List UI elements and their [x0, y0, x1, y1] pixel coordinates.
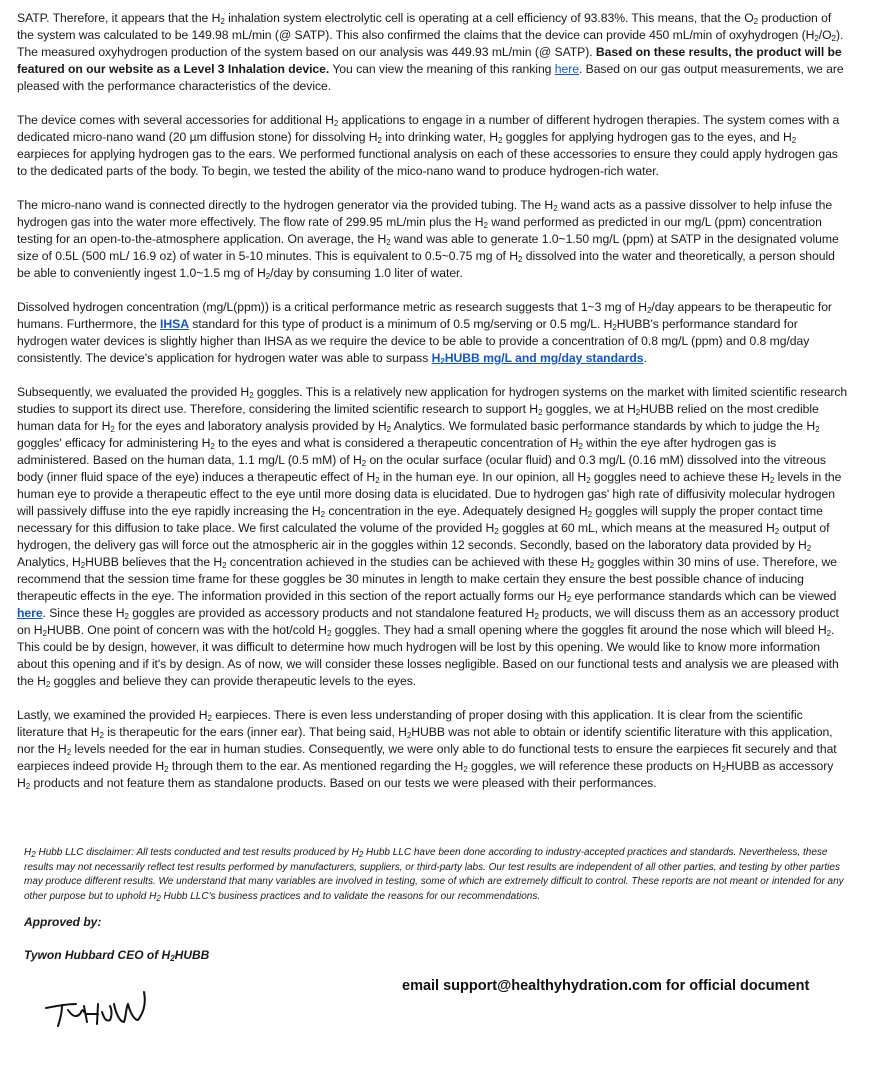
h2hubb-standards-link[interactable] [432, 351, 644, 365]
subscript: 2 [124, 612, 129, 621]
text: goggles are provided as accessory products and not standalone featured H [128, 606, 535, 620]
eye-standards-link[interactable]: here [17, 606, 43, 620]
subscript: 2 [80, 561, 86, 570]
text: wand acts as a passive dissolver to help infuse the hydrogen gas into the water more effectively. The flow rate of 299.95 mL/min plus the H [17, 198, 833, 229]
subscript: 2 [806, 544, 812, 553]
text: Tywon Hubbard CEO of H [24, 948, 171, 962]
text: products and not feature them as standalone products. Based on our tests we were pleased with their performances. [30, 776, 657, 790]
text: into drinking water, H [381, 130, 498, 144]
subscript: 2 [815, 425, 820, 434]
text: Analytics. We formulated basic performance standards by which to judge the H [391, 419, 816, 433]
text: Analytics, H [17, 555, 81, 569]
text: goggles and believe they can provide therapeutic levels to the eyes. [50, 674, 417, 688]
text: HUBB as accessory H [17, 759, 834, 790]
text: wand was able to generate 1.0~1.50 mg/L (ppm) at SATP in the designated volume size of 0.5L (500 mL/ 16.9 oz) of water in 5-10 minutes. This is equivalent to 0.5~0.75 mg of H [17, 232, 839, 263]
text: HUBB was not able to obtain or identify scientific literature with this application, nor the H [17, 725, 833, 756]
subscript: 2 [333, 119, 339, 128]
text: goggles' efficacy for administering H [17, 436, 211, 450]
subscript: 2 [646, 306, 652, 315]
text: The micro-nano wand is connected directly to the hydrogen generator via the provided tubing. The H [17, 198, 554, 212]
text: goggles. This is a relatively new application for hydrogen systems on the market with limited scientific research studies to support its direct use. Therefore, considering the limited scientific research to support H [17, 385, 848, 416]
text: The device comes with several accessories for additional H [17, 113, 334, 127]
text: to the eyes and what is considered a therapeutic concentration of H [214, 436, 579, 450]
text: /day by consuming 1.0 liter of water. [270, 266, 463, 280]
handwritten-signature [40, 978, 160, 1030]
subscript: 2 [156, 893, 161, 903]
text: levels needed for the ear in human studies. Consequently, we were only able to do functional tests to ensure the earpieces fit securely and that earpieces indeed provide H [17, 742, 837, 773]
text: applications to engage in a number of different hydrogen therapies. The system comes with a dedicated micro-nano wand (20 µm diffusion stone) for dissolving H [17, 113, 840, 144]
text: Subsequently, we evaluated the provided H [17, 385, 250, 399]
subscript: 2 [358, 850, 364, 859]
text: /day appears to be therapeutic for humans. Furthermore, the [17, 300, 832, 331]
subscript: 2 [164, 765, 169, 774]
subscript: 2 [99, 731, 104, 740]
subscript: 2 [361, 459, 367, 468]
subscript: 2 [769, 476, 775, 485]
subscript: 2 [566, 595, 572, 604]
text: for the eyes and laboratory analysis provided by H [114, 419, 387, 433]
subscript: 2 [753, 17, 759, 26]
subscript: 2 [587, 510, 592, 519]
text: . Based on our gas output measurements, we are pleased with the performance characteristics of the device. [17, 62, 844, 93]
paragraph-earpieces [17, 707, 849, 792]
ranking-link[interactable]: here [554, 62, 579, 76]
text: concentration in the eye. Adequately designed H [325, 504, 588, 518]
subscript: 2 [45, 680, 51, 689]
text: . [643, 351, 647, 365]
text: HUBB [174, 948, 210, 962]
subscript: 2 [42, 629, 47, 638]
text: through them to the ear. As mentioned regarding the H [168, 759, 464, 773]
subscript: 2 [814, 34, 819, 43]
level-3-statement: Based on these results, the product will be featured on our website as a Level 3 Inhalation device. [17, 45, 842, 76]
subscript: 2 [589, 561, 595, 570]
text: dissolved into the water and theoretically, a person should be able to conveniently ingest 1.0~1.5 mg of H [17, 249, 835, 280]
subscript: 2 [612, 323, 617, 332]
text: goggles. They had a small opening where the goggles fit around the nose which will bleed H [331, 623, 827, 637]
approved-by-label: Approved by: [24, 915, 102, 929]
subscript: 2 [265, 272, 271, 281]
subscript: 2 [207, 714, 212, 723]
subscript: 2 [377, 136, 382, 145]
subscript: 2 [220, 17, 225, 26]
text: wand performed as predicted in our mg/L (ppm) concentration testing for an open-to-the-atmosphere application. On average, the H [17, 215, 822, 246]
text: in the human eye. In our opinion, all H [379, 470, 587, 484]
paragraph-inhalation-results [17, 10, 849, 95]
subscript: 2 [25, 782, 31, 791]
subscript: 2 [386, 425, 392, 434]
text: ). The measured oxyhydrogen production of the system based on our analysis was 449.93 mL/min (@ SATP). [17, 28, 844, 59]
subscript: 2 [791, 136, 797, 145]
subscript: 2 [534, 612, 539, 621]
text: goggles at 60 mL, which means at the measured H [498, 521, 775, 535]
text: HUBB. One point of concern was with the hot/cold H [46, 623, 327, 637]
text: H [24, 847, 32, 858]
subscript: 2 [538, 408, 543, 417]
subscript: 2 [110, 425, 115, 434]
text: is therapeutic for the ears (inner ear). That being said, H [103, 725, 407, 739]
paragraph-dissolved-hydrogen [17, 299, 849, 367]
subscript: 2 [497, 136, 503, 145]
text: levels in the human eye to provide a therapeutic effect to the eye until more dosing data is elucidated. Due to hydrogen gas' high rate of diffusivity molecular hydrogen will passively diffuse into the eye rapidly increasing the H [17, 470, 842, 518]
subscript: 2 [578, 442, 583, 451]
text: products, we will discuss them as an accessory product on H [17, 606, 839, 637]
text: earpieces for applying hydrogen gas to the ears. We performed functional analysis on each of these accessories to ensure they could apply hydrogen gas to the dedicated parts of the body. To begin, we tested the ability of the mico-nano wand to produce hydrogen-rich water. [17, 147, 838, 178]
text: within the eye after hydrogen gas is administered. Based on the human data, 1.1 mg/L (0.5 mM) of H [17, 436, 777, 467]
subscript: 2 [553, 204, 558, 213]
paragraph-wand [17, 197, 849, 282]
paragraph-accessories [17, 112, 849, 180]
subscript: 2 [31, 850, 36, 859]
text: HUBB's performance standard for hydrogen water devices is slightly higher than IHSA as we require the device to be able to provide a concentration of 0.8 mg/L (ppm) and 0.8 mg/day consistently. The device's application for hydrogen water was able to surpass [17, 317, 810, 365]
text: goggles, we at H [542, 402, 636, 416]
report-body [17, 10, 849, 809]
subscript: 2 [375, 476, 380, 485]
subscript: 2 [831, 34, 836, 43]
text: goggles within 30 mins of use. Therefore, we recommend that the session time frame for these goggles be 30 minutes in length to make certain they ensure the best possible chance of inducing therapeutic effects in the eye. The information provided in this section of the report actually forms our H [17, 555, 837, 603]
text: . This could be by design, however, it was difficult to determine how much hydrogen will be lost by this opening. We would like to know more information about this opening and if it's by design. As of now, we will consider these losses negligible. Based on our functional tests and analysis we are pleased with the H [17, 623, 839, 688]
text: standard for this type of product is a minimum of 0.5 mg/serving or 0.5 mg/L. H [188, 317, 613, 331]
text: . Since these H [42, 606, 125, 620]
text: goggles for applying hydrogen gas to the eyes, and H [502, 130, 792, 144]
subscript: 2 [494, 527, 499, 536]
subscript: 2 [635, 408, 641, 417]
subscript: 2 [326, 629, 332, 638]
text: on the ocular surface (ocular fluid) and 0.3 mg/L (0.16 mM) dissolved into the vitreous body (inner fluid space of the eye) induces a therapeutic effect of H [17, 453, 826, 484]
text: /O [818, 28, 832, 42]
subscript: 2 [483, 221, 488, 230]
subscript: 2 [774, 527, 780, 536]
subscript: 2 [210, 442, 215, 451]
text: Hubb LLC's business practices and to validate the reasons for our recommendations. [160, 890, 541, 902]
subscript: 2 [66, 748, 72, 757]
subscript: 2 [406, 731, 412, 740]
text: Dissolved hydrogen concentration (mg/L(ppm)) is a critical performance metric as research suggests that 1~3 mg of H [17, 300, 647, 314]
text: concentration achieved in the studies can be achieved with these H [226, 555, 590, 569]
text: goggles, we will reference these products on H [467, 759, 722, 773]
text: inhalation system electrolytic cell is operating at a cell efficiency of 93.83%. This means, that the O [224, 11, 754, 25]
text: HUBB relied on the most credible human data for H [17, 402, 819, 433]
text: SATP. Therefore, it appears that the H [17, 11, 221, 25]
subscript: 2 [386, 238, 391, 247]
text: HUBB believes that the H [85, 555, 223, 569]
text: output of hydrogen, the delivery gas will force out the atmospheric air in the goggles within 12 seconds. Secondly, based on the laboratory data provided by H [17, 521, 830, 552]
link-text: HUBB mg/L and mg/day standards [444, 351, 644, 365]
text: goggles will supply the proper contact time necessary for this diffusion to take place. We first calculated the volume of the provided H [17, 504, 823, 535]
text: Hubb LLC have been done according to industry-accepted practices and standards. Nevertheless, these results may not necessarily reflect test results performed by manufacturers, suppliers, or third-party labs. Our test results are independent of all other parties, and testing by other parties may produce different results. We understand that many variables are involved in testing, some of which are extremely difficult to control. These reports are not meant or intended for any other purpose but to uphold H [24, 847, 844, 902]
text: You can view the meaning of this ranking [329, 62, 555, 76]
contact-email: email support@healthyhydration.com for official document [402, 978, 810, 994]
ihsa-link[interactable]: IHSA [160, 317, 189, 331]
signer-name [24, 948, 209, 962]
text: earpieces. There is even less understanding of proper dosing with this application. It is clear from the scientific literature that H [17, 708, 803, 739]
subscript: 2 [440, 357, 445, 366]
link-text: H [431, 351, 441, 365]
subscript: 2 [463, 765, 468, 774]
text: production of the system was calculated to be 149.98 mL/min (@ SATP). This also confirmed the claims that the device can provide 450 mL/min of oxyhydrogen (H [17, 11, 832, 42]
subscript: 2 [222, 561, 227, 570]
subscript: 2 [249, 391, 254, 400]
subscript: 2 [517, 255, 523, 264]
paragraph-goggles [17, 384, 849, 690]
subscript: 2 [721, 765, 726, 774]
subscript: 2 [586, 476, 591, 485]
text: eye performance standards which can be viewed [571, 589, 837, 603]
text: Lastly, we examined the provided H [17, 708, 208, 722]
text: goggles need to achieve these H [590, 470, 770, 484]
text: Hubb LLC disclaimer: All tests conducted and test results produced by H [35, 847, 359, 858]
disclaimer [24, 846, 844, 904]
subscript: 2 [826, 629, 831, 638]
subscript: 2 [320, 510, 326, 519]
subscript: 2 [170, 954, 175, 963]
